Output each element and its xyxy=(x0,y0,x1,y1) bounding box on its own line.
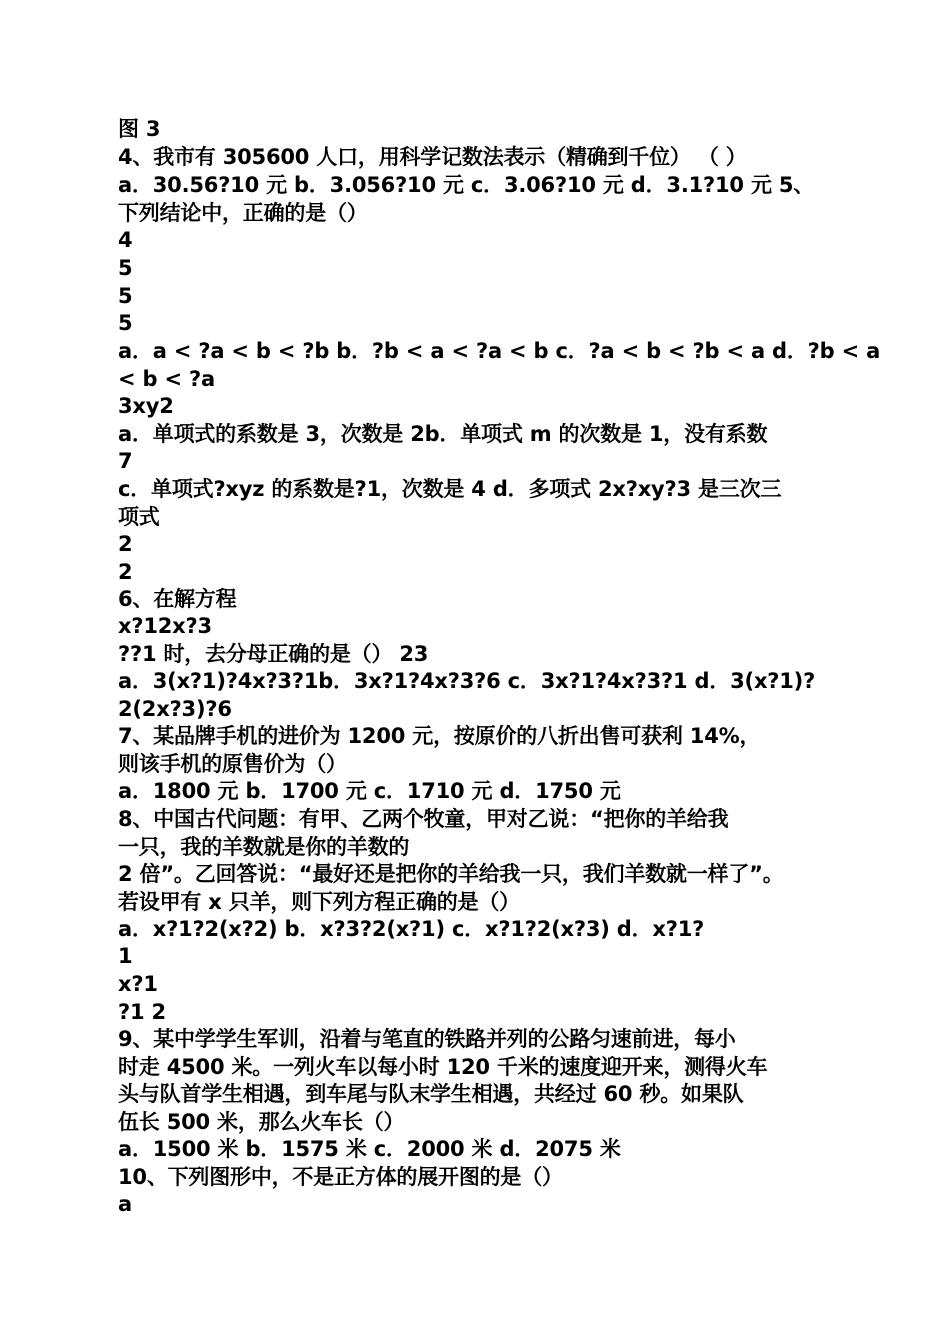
text-line: a．a < ?a < b < ?b b．?b < a < ?a < b c．?a < b < ?b < a d．?b < a xyxy=(118,339,881,363)
text-line: x?1 xyxy=(118,972,158,996)
text-line: 图 3 xyxy=(118,117,161,141)
text-line: 1 xyxy=(118,944,133,968)
text-line: 2 xyxy=(118,532,133,556)
text-line: 7、某品牌手机的进价为 1200 元，按原价的八折出售可获利 14%， xyxy=(118,724,761,748)
text-line: 4、我市有 305600 人口，用科学记数法表示（精确到千位） （ ） xyxy=(118,145,747,169)
text-line: 若设甲有 x 只羊，则下列方程正确的是（） xyxy=(118,890,520,914)
text-line: 10、下列图形中，不是正方体的展开图的是（） xyxy=(118,1165,563,1189)
text-line: a．30.56?10 元 b．3.056?10 元 c．3.06?10 元 d．3.1?10 元 5、 xyxy=(118,173,815,197)
text-line: 9、某中学学生军训，沿着与笔直的铁路并列的公路匀速前进，每小 xyxy=(118,1027,736,1051)
text-line: a xyxy=(118,1192,132,1216)
text-line: 2 xyxy=(118,560,133,584)
text-line: a．x?1?2(x?2) b．x?3?2(x?1) c．x?1?2(x?3) d．x?1? xyxy=(118,917,705,941)
text-line: c．单项式?xyz 的系数是?1，次数是 4 d．多项式 2x?xy?3 是三次三 xyxy=(118,477,782,501)
text-line: 伍长 500 米，那么火车长（） xyxy=(118,1110,405,1134)
text-line: 下列结论中，正确的是（） xyxy=(118,201,368,225)
text-line: ?1 2 xyxy=(118,1000,166,1024)
text-line: < b < ?a xyxy=(118,367,215,391)
text-line: 6、在解方程 xyxy=(118,587,237,611)
text-line: 项式 xyxy=(118,505,160,529)
text-line: ??1 时，去分母正确的是（） 23 xyxy=(118,642,429,666)
text-line: a．单项式的系数是 3，次数是 2b．单项式 m 的次数是 1，没有系数 xyxy=(118,422,768,446)
text-line: 一只，我的羊数就是你的羊数的 xyxy=(118,835,410,859)
text-line: x?12x?3 xyxy=(118,614,212,638)
text-line: a．1800 元 b．1700 元 c．1710 元 d．1750 元 xyxy=(118,779,621,803)
text-line: 4 xyxy=(118,228,133,252)
text-line: 2(2x?3)?6 xyxy=(118,697,232,721)
text-line: a．3(x?1)?4x?3?1b．3x?1?4x?3?6 c．3x?1?4x?3?1 d．3(x?1)? xyxy=(118,669,816,693)
text-line: 5 xyxy=(118,284,133,308)
text-line: 时走 4500 米。一列火车以每小时 120 千米的速度迎开来，测得火车 xyxy=(118,1055,768,1079)
text-line: 8、中国古代问题：有甲、乙两个牧童，甲对乙说：“把你的羊给我 xyxy=(118,807,729,831)
text-line: 5 xyxy=(118,256,133,280)
text-line: a．1500 米 b．1575 米 c．2000 米 d．2075 米 xyxy=(118,1137,621,1161)
text-line: 3xy2 xyxy=(118,394,174,418)
text-line: 2 倍”。乙回答说：“最好还是把你的羊给我一只，我们羊数就一样了”。 xyxy=(118,862,784,886)
text-line: 头与队首学生相遇，到车尾与队末学生相遇，共经过 60 秒。如果队 xyxy=(118,1082,744,1106)
text-line: 7 xyxy=(118,449,133,473)
text-line: 5 xyxy=(118,311,133,335)
text-line: 则该手机的原售价为（） xyxy=(118,752,347,776)
